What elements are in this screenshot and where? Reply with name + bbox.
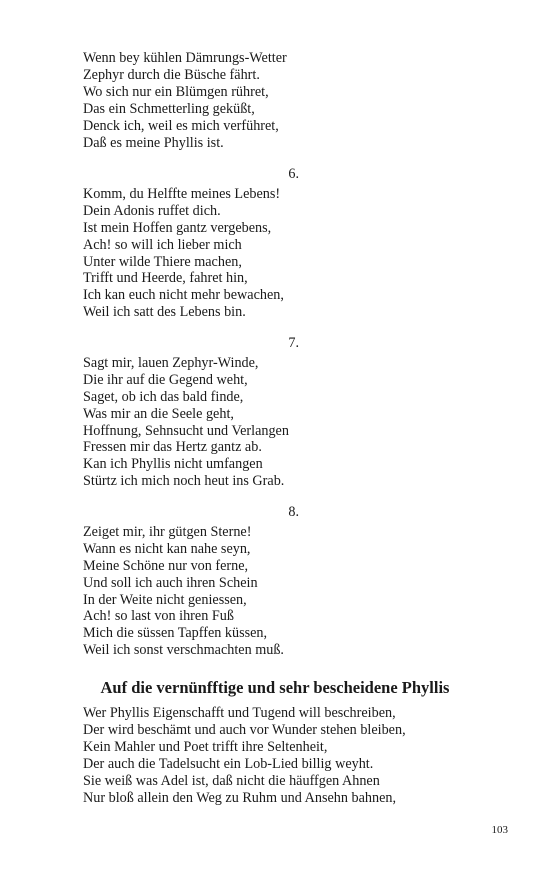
verse-line: Wo sich nur ein Blümgen rühret, [83,83,269,100]
verse-line: Meine Schöne nur von ferne, [83,557,249,574]
page-number: 103 [491,824,508,836]
verse-line: Stürtz ich mich noch heut ins Grab. [83,473,285,490]
verse-line: Komm, du Helffte meines Lebens! [83,185,281,202]
stanza-7 [83,335,313,490]
verse-line: Unter wilde Thiere machen, [83,253,242,270]
verse-line: Trifft und Heerde, fahret hin, [83,270,248,287]
verse-line: Denck ich, weil es mich verführet, [83,117,279,134]
poem-title: Auf die vernünfftige und sehr bescheidene Phyllis [100,678,450,697]
verse-line: Nur bloß allein den Weg zu Ruhm und Ansehn bahnen, [83,789,397,806]
verse-line: Und soll ich auch ihren Schein [83,574,258,591]
stanza-number: 6. [288,166,299,182]
verse-line: Mich die süssen Tapffen küssen, [83,625,268,642]
verse-line: Ach! so last von ihren Fuß [83,608,234,625]
verse-line: Der auch die Tadelsucht ein Lob-Lied billig weyht. [83,755,374,772]
verse-line: Der wird beschämt und auch vor Wunder stehen bleiben, [83,721,406,738]
verse-line: Die ihr auf die Gegend weht, [83,371,248,388]
stanza-5 [83,50,313,151]
poem-body [83,705,406,806]
verse-line: Wer Phyllis Eigenschafft und Tugend will beschreiben, [83,705,396,721]
verse-line: Zeiget mir, ihr gütgen Sterne! [83,523,252,540]
verse-line: In der Weite nicht geniessen, [83,591,247,608]
verse-line: Dein Adonis ruffet dich. [83,202,221,219]
verse-line: Was mir an die Seele geht, [83,405,234,422]
verse-line: Daß es meine Phyllis ist. [83,134,224,151]
verse-line: Hoffnung, Sehnsucht und Verlangen [83,422,289,439]
verse-line: Weil ich satt des Lebens bin. [83,304,246,321]
stanza-number: 8. [288,504,299,520]
verse-line: Fressen mir das Hertz gantz ab. [83,439,262,456]
verse-line: Kan ich Phyllis nicht umfangen [83,456,263,473]
verse-line: Kein Mahler und Poet trifft ihre Seltenheit, [83,738,328,755]
verse-line: Wann es nicht kan nahe seyn, [83,540,251,557]
verse-line: Ist mein Hoffen gantz vergebens, [83,219,272,236]
verse-line: Saget, ob ich das bald finde, [83,388,244,405]
stanza-8 [83,504,313,659]
verse-line: Zephyr durch die Büsche fährt. [83,66,260,83]
verse-line: Weil ich sonst verschmachten muß. [83,642,284,659]
verse-line: Das ein Schmetterling geküßt, [83,100,255,117]
verse-line: Sie weiß was Adel ist, daß nicht die häuffgen Ahnen [83,772,380,789]
stanza-6 [83,166,313,321]
verse-line: Wenn bey kühlen Dämrungs-Wetter [83,50,287,66]
stanza-number: 7. [288,335,299,351]
verse-line: Sagt mir, lauen Zephyr-Winde, [83,354,259,371]
verse-line: Ach! so will ich lieber mich [83,236,242,253]
verse-line: Ich kan euch nicht mehr bewachen, [83,287,284,304]
